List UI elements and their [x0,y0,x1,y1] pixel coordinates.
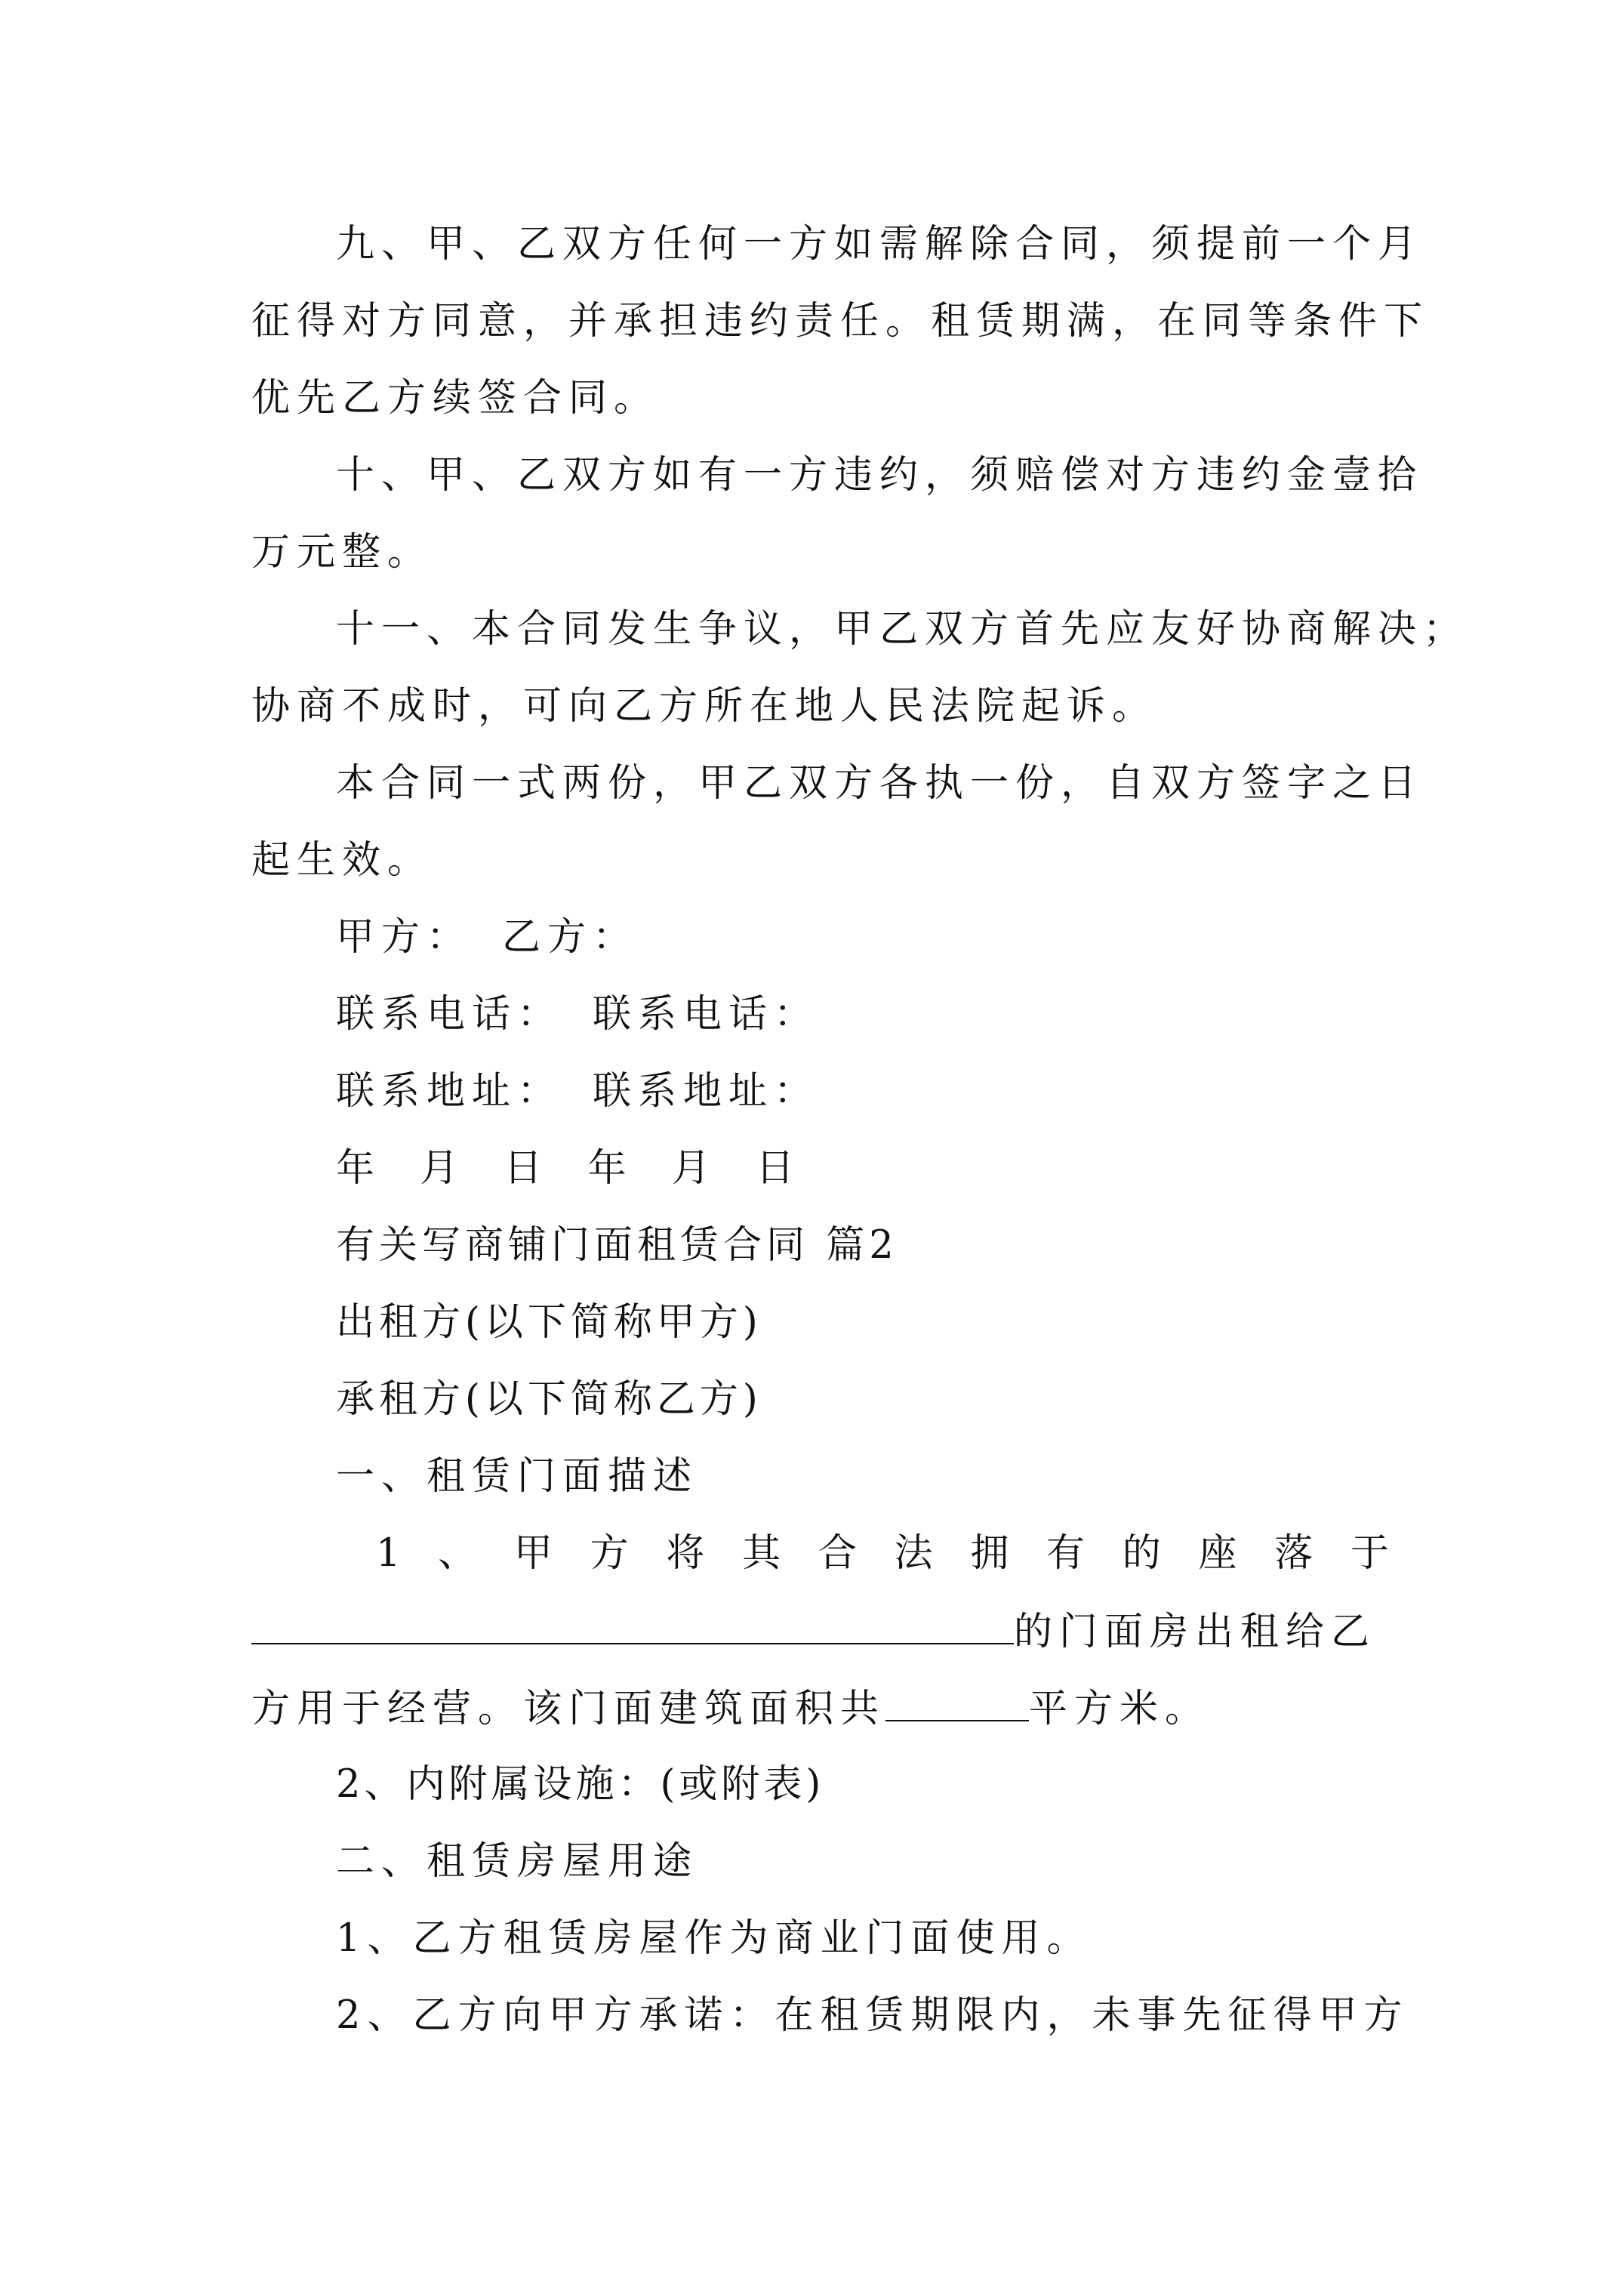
item-1-line-3 [251,1685,1210,1730]
item-1-line-2 [251,1608,1376,1653]
copies-clause-line-1: 本合同一式两份，甲乙双方各执一份，自双方签字之日 [336,761,1424,806]
item-1-word: 方 [590,1531,629,1576]
phone-a-label: 联系电话： [336,992,563,1037]
clause-9-line-3: 优先乙方续签合同。 [251,376,660,421]
item-1-line-2-text: 的门面房出租给乙 [1014,1610,1377,1654]
item-1-word: 其 [742,1531,781,1576]
item-1-word: 法 [894,1531,933,1576]
party-b-label: 乙方： [502,915,639,960]
item-1-line-3-text-a: 方用于经营。该门面建筑面积共 [251,1687,886,1731]
signature-dates [336,1146,811,1191]
item-1-line-3-text-b: 平方米。 [1029,1687,1211,1731]
heading-usage: 二、租赁房屋用途 [336,1839,699,1884]
item-2-facilities: 2、内附属设施：(或附表) [336,1762,825,1807]
item-1-word: 将 [666,1531,705,1576]
date-b: 年 月 日 [587,1146,812,1191]
lessee-line: 承租方(以下简称乙方) [336,1377,762,1422]
signature-addresses [336,1069,819,1114]
usage-item-1: 1、乙方租赁房屋作为商业门面使用。 [336,1916,1092,1961]
item-1-word: 有 [1046,1531,1086,1576]
item-1-word: 甲 [513,1531,553,1576]
usage-item-2: 2、乙方向甲方承诺：在租赁期限内，未事先征得甲方 [336,1993,1409,2038]
item-1-word: 、 [438,1531,477,1576]
signature-phones [336,992,819,1037]
heading-rental-description: 一、租赁门面描述 [336,1454,699,1499]
address-a-label: 联系地址： [336,1069,563,1114]
clause-9-line-2: 征得对方同意，并承担违约责任。租赁期满，在同等条件下 [251,299,1430,344]
clause-11-line-1: 十一、本合同发生争议，甲乙双方首先应友好协商解决； [336,607,1469,652]
signature-parties [336,915,638,960]
section-2-title: 有关写商铺门面租赁合同 篇2 [336,1223,898,1268]
item-1-word: 落 [1274,1531,1313,1576]
copies-clause-line-2: 起生效。 [251,838,433,883]
item-1-word: 的 [1122,1531,1161,1576]
address-b-label: 联系地址： [593,1069,820,1114]
location-blank [251,1608,1014,1644]
clause-11-line-2: 协商不成时，可向乙方所在地人民法院起诉。 [251,684,1158,729]
clause-9-line-1: 九、甲、乙双方任何一方如需解除合同，须提前一个月 [336,222,1424,267]
date-a: 年 月 日 [336,1146,559,1191]
lessor-line: 出租方(以下简称甲方) [336,1300,762,1345]
item-1-word: 合 [818,1531,857,1576]
item-1-line-1 [376,1531,1389,1576]
party-a-label: 甲方： [336,915,473,960]
item-1-word: 于 [1350,1531,1389,1576]
item-1-word: 座 [1198,1531,1237,1576]
phone-b-label: 联系电话： [593,992,820,1037]
item-1-word: 拥 [970,1531,1009,1576]
item-1-word: 1 [376,1531,401,1576]
area-blank [885,1685,1029,1721]
clause-10-line-2: 万元整。 [251,530,433,575]
clause-10-line-1: 十、甲、乙双方如有一方违约，须赔偿对方违约金壹拾 [336,453,1424,498]
